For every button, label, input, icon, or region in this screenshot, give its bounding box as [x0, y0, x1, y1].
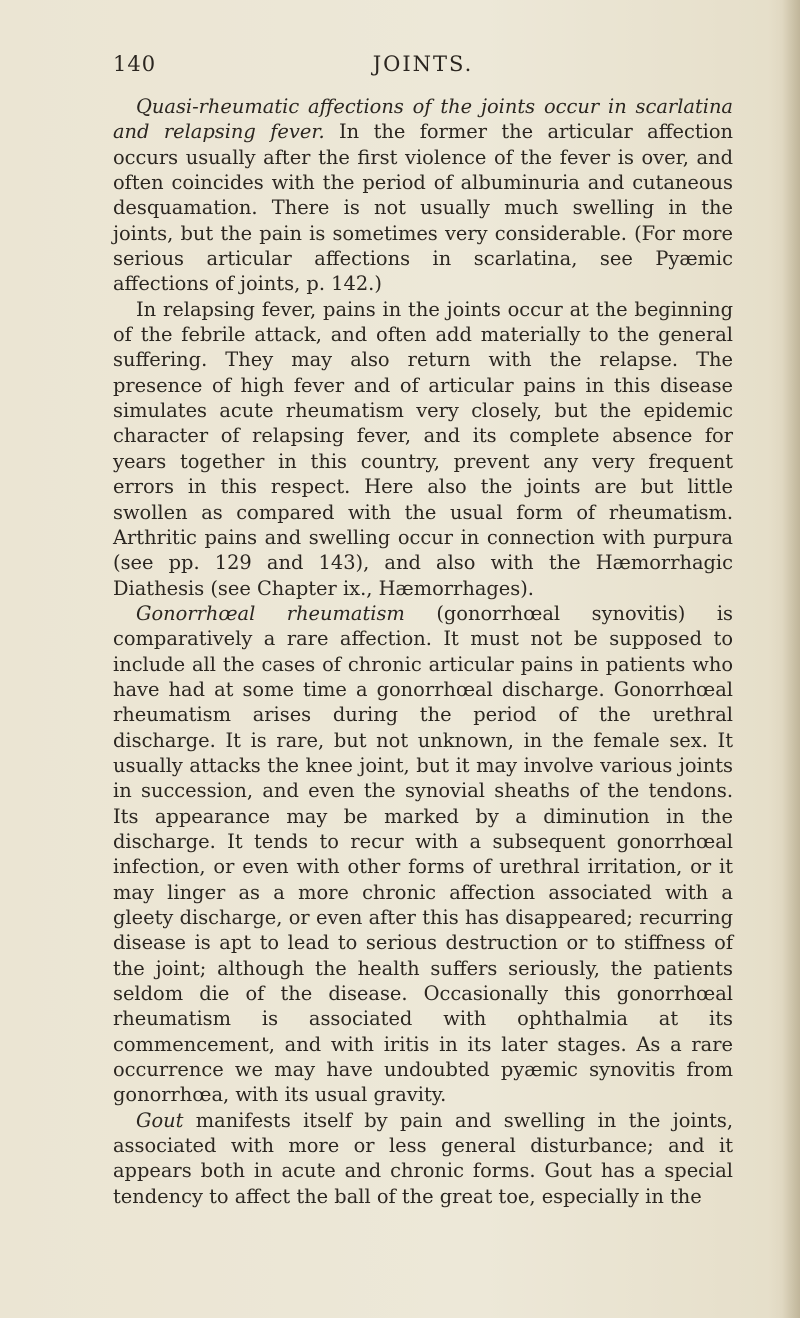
paragraph-gout — [113, 1108, 733, 1209]
paragraph-text: In relapsing fever, pains in the joints occur at the beginning of the febrile attack, and often add materially to the general suffering. They may also return with the relapse. The presence of high fever and of articular pains in this disease simulates acute rheumatism very closely, but the epidemic character of relapsing fever, and its complete absence for years together in this country, prevent any very frequent errors in this respect. Here also the joints are but little swollen as compared with the usual form of rheumatism. Arthritic pains and swelling occur in connection with purpura (see pp. 129 and 143), and also with the Hæmorrhagic Diathesis (see Chapter ix., Hæmorrhages). — [113, 297, 733, 600]
page-edge-shadow — [782, 0, 800, 1318]
page-number: 140 — [113, 52, 157, 76]
paragraph-text: In the former the articular affection occurs usually after the first violence of the fever is over, and often coincides with the period of albuminuria and cutaneous desquamation. There is not usually much swelling in the joints, but the pain is sometimes very considerable. (For more serious articular affections in scarlatina, see Pyæmic affections of joints, p. 142.) — [113, 120, 733, 296]
paragraph-lead: Quasi-rheumatic affections of the joints occur in scarlatina and relapsing fever. — [113, 95, 733, 144]
paragraph-lead: Gout — [136, 1108, 184, 1132]
body-text — [113, 94, 733, 1209]
page-header — [113, 52, 733, 82]
paragraph-lead: Gonorrhœal rheumatism — [136, 601, 405, 625]
paragraph-scarlatina — [113, 94, 733, 297]
paragraph-gonorrhoeal-rheumatism — [113, 601, 733, 1108]
paragraph-text: manifests itself by pain and swelling in the joints, associated with more or less general disturbance; and it appears both in acute and chronic forms. Gout has a special tendency to affect the ball of the great toe, especially in the — [113, 1108, 733, 1208]
running-title: JOINTS. — [372, 52, 474, 76]
paragraph-text: (gonorrhœal synovitis) is comparatively a rare affection. It must not be supposed to include all the cases of chronic articular pains in patients who have had at some time a gonorrhœal discharge. Gonorrhœal rheumatism arises during the period of the urethral discharge. It is rare, but not unknown, in the female sex. It usually attacks the knee joint, but it may involve various joints in succession, and even the synovial sheaths of the tendons. Its appearance may be marked by a diminution in the discharge. It tends to recur with a subsequent gonorrhœal infection, or even with other forms of urethral irritation, or it may linger as a more chronic affection associated with a gleety discharge, or even after this has disappeared; recurring disease is apt to lead to serious destruction or to stiffness of the joint; although the health suffers seriously, the patients seldom die of the disease. Occasionally this gonorrhœal rheumatism is associated with ophthalmia at its commencement, and with iritis in its later stages. As a rare occurrence we may have undoubted pyæmic synovitis from gonorrhœa, with its usual gravity. — [113, 601, 734, 1107]
paragraph-relapsing-fever — [113, 297, 733, 601]
